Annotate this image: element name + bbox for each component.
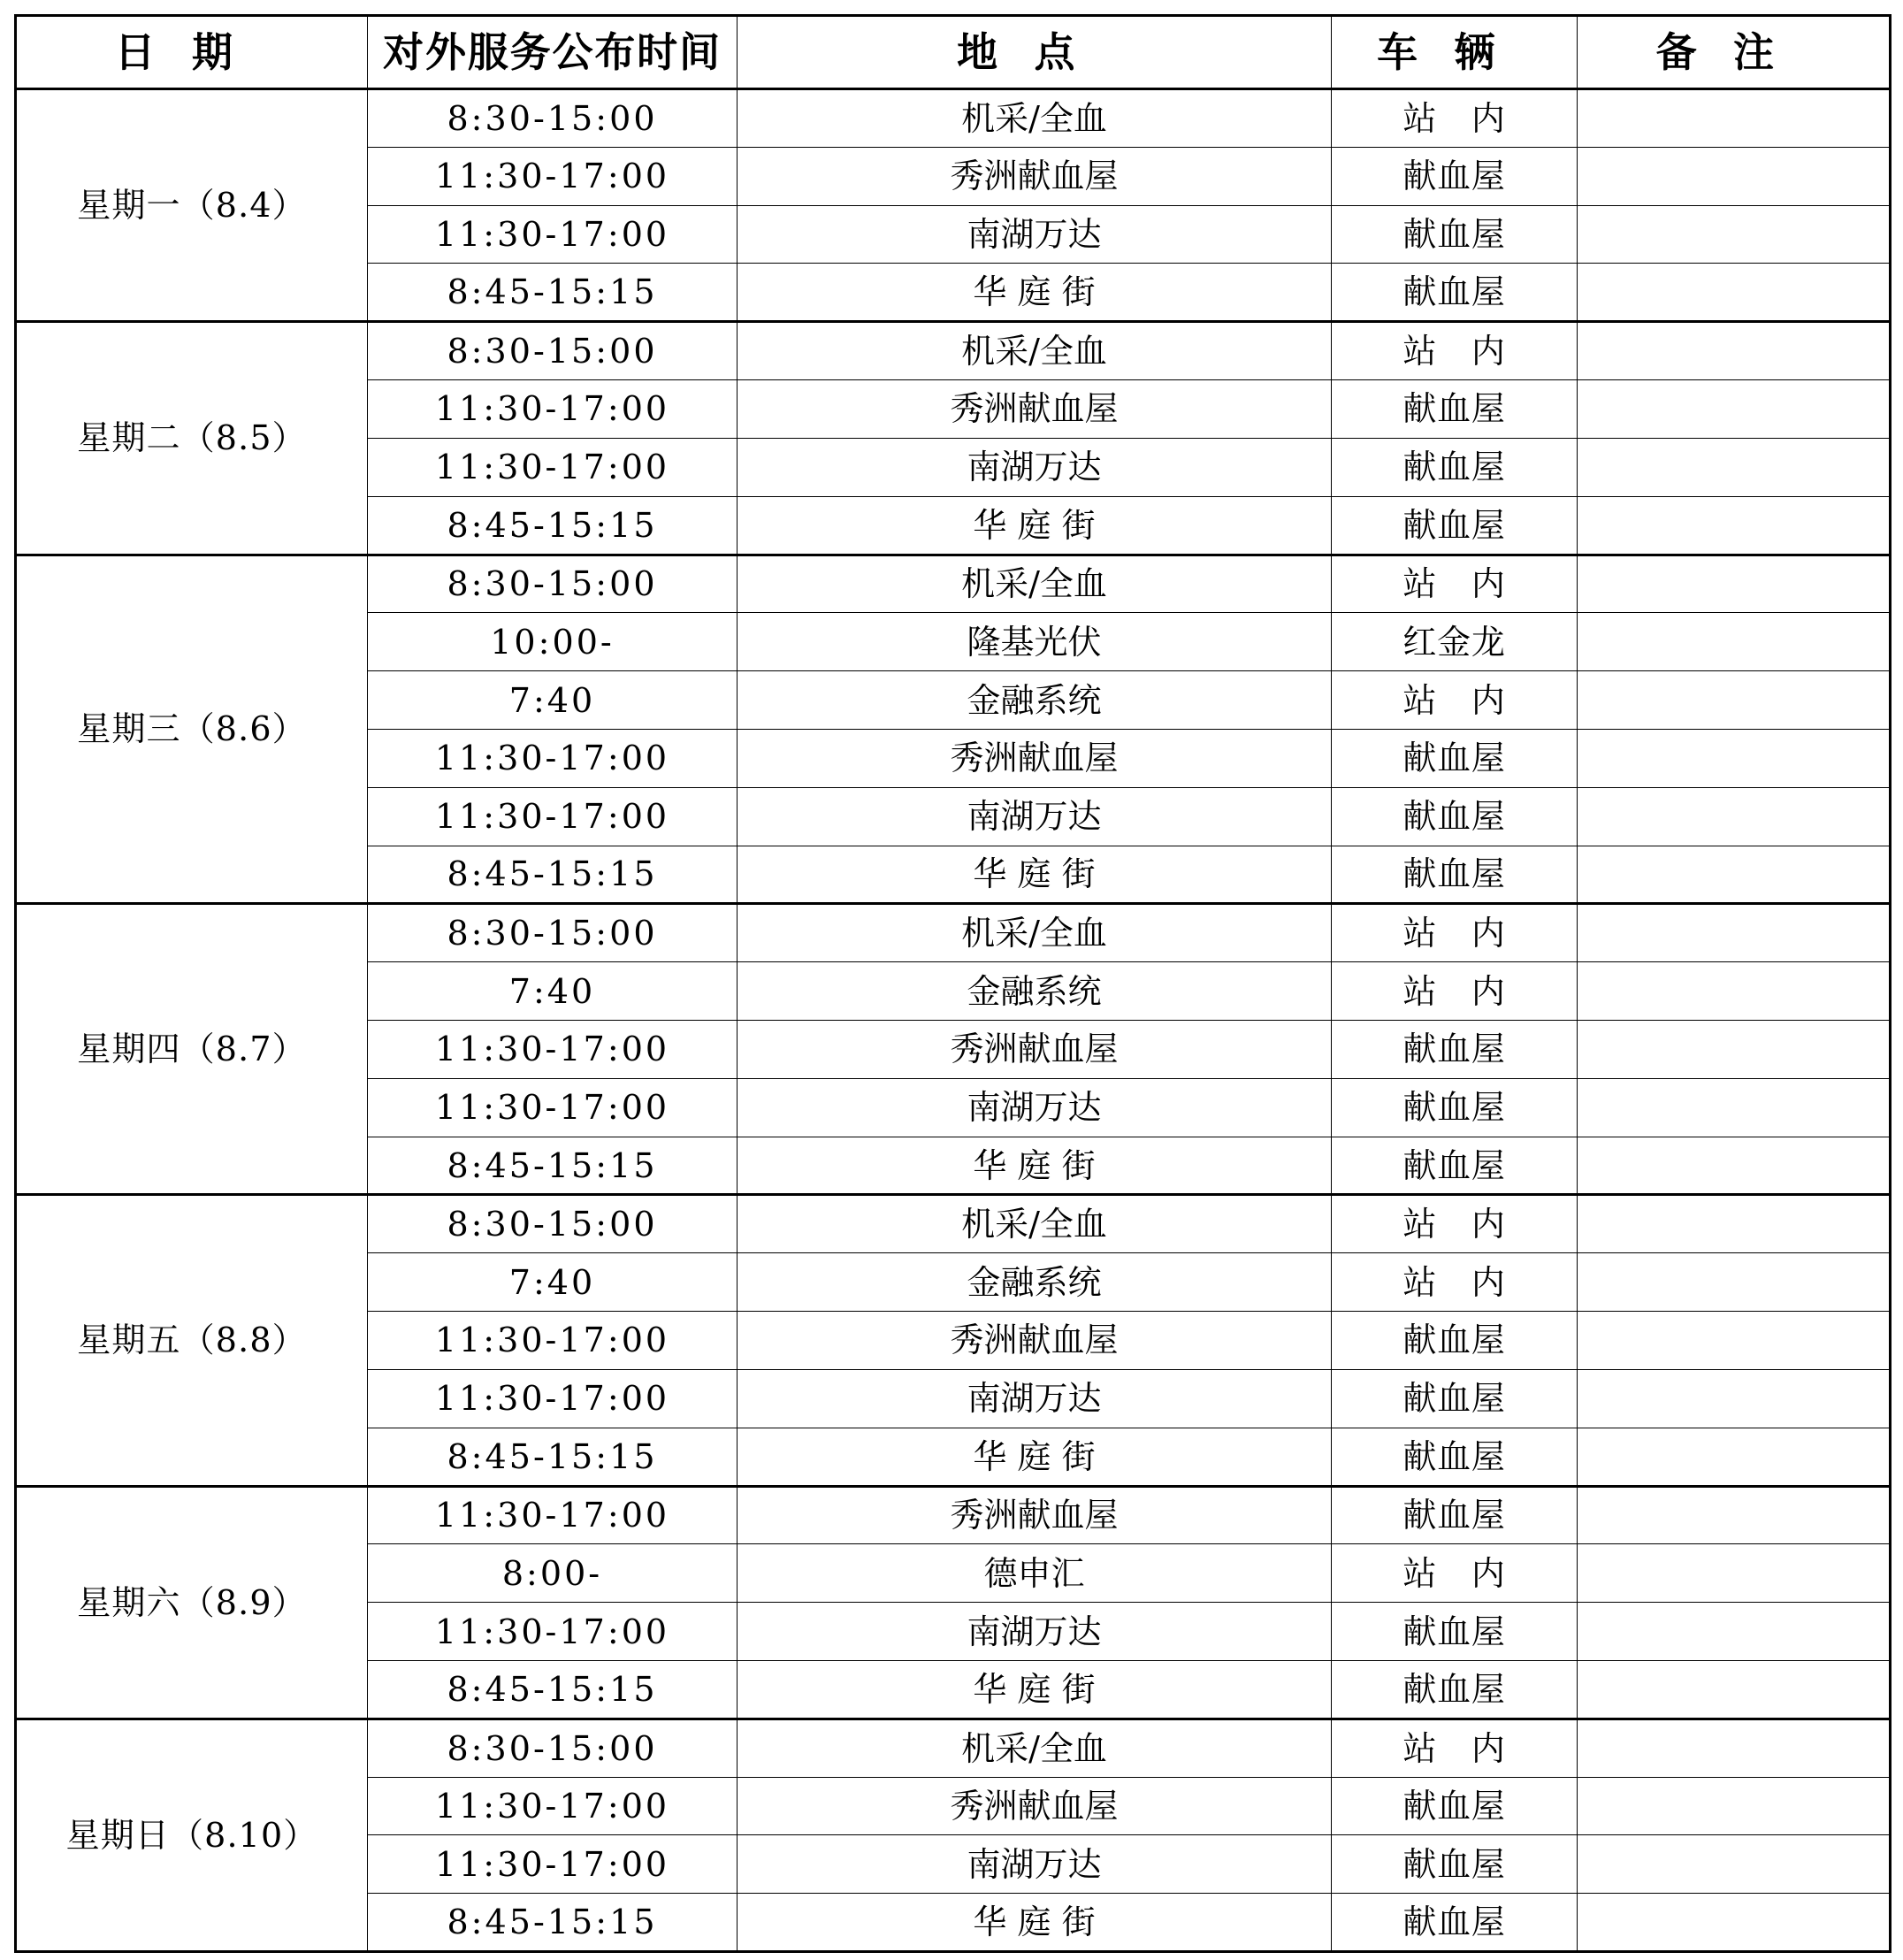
time-cell: 8:45-15:15 xyxy=(368,1137,738,1195)
time-cell: 11:30-17:00 xyxy=(368,787,738,846)
vehicle-cell: 红金龙 xyxy=(1332,613,1578,671)
location-cell: 机采/全血 xyxy=(738,322,1332,380)
note-cell xyxy=(1578,147,1891,205)
note-cell xyxy=(1578,1312,1891,1370)
vehicle-cell: 站 内 xyxy=(1332,1195,1578,1253)
vehicle-cell: 献血屋 xyxy=(1332,846,1578,904)
time-cell: 8:45-15:15 xyxy=(368,1428,738,1486)
location-cell: 华 庭 街 xyxy=(738,1660,1332,1719)
location-cell: 秀洲献血屋 xyxy=(738,380,1332,439)
time-cell: 11:30-17:00 xyxy=(368,205,738,264)
time-cell: 8:45-15:15 xyxy=(368,1894,738,1952)
vehicle-cell: 献血屋 xyxy=(1332,1312,1578,1370)
time-cell: 8:30-15:00 xyxy=(368,1195,738,1253)
time-cell: 11:30-17:00 xyxy=(368,1021,738,1079)
note-cell xyxy=(1578,1544,1891,1603)
day-label-cell: 星期四（8.7） xyxy=(16,904,368,1195)
vehicle-cell: 献血屋 xyxy=(1332,1777,1578,1835)
location-cell: 南湖万达 xyxy=(738,205,1332,264)
time-cell: 8:30-15:00 xyxy=(368,89,738,148)
location-cell: 秀洲献血屋 xyxy=(738,1312,1332,1370)
note-cell xyxy=(1578,671,1891,730)
note-cell xyxy=(1578,438,1891,496)
table-row xyxy=(16,89,1891,148)
note-cell xyxy=(1578,496,1891,555)
note-cell xyxy=(1578,1603,1891,1661)
note-column-header: 备注 xyxy=(1578,16,1891,89)
time-cell: 8:45-15:15 xyxy=(368,496,738,555)
time-cell: 11:30-17:00 xyxy=(368,1486,738,1544)
location-cell: 秀洲献血屋 xyxy=(738,729,1332,787)
location-cell: 机采/全血 xyxy=(738,89,1332,148)
time-cell: 8:00- xyxy=(368,1544,738,1603)
vehicle-cell: 站 内 xyxy=(1332,1253,1578,1312)
day-label-cell: 星期六（8.9） xyxy=(16,1486,368,1719)
vehicle-cell: 站 内 xyxy=(1332,1719,1578,1777)
vehicle-cell: 献血屋 xyxy=(1332,1486,1578,1544)
location-cell: 机采/全血 xyxy=(738,1719,1332,1777)
location-cell: 金融系统 xyxy=(738,962,1332,1021)
vehicle-cell: 站 内 xyxy=(1332,89,1578,148)
note-cell xyxy=(1578,1719,1891,1777)
note-cell xyxy=(1578,1195,1891,1253)
table-row xyxy=(16,904,1891,962)
vehicle-column-header: 车辆 xyxy=(1332,16,1578,89)
time-cell: 8:45-15:15 xyxy=(368,264,738,322)
time-cell: 11:30-17:00 xyxy=(368,1312,738,1370)
note-cell xyxy=(1578,1078,1891,1137)
day-label-cell: 星期三（8.6） xyxy=(16,555,368,904)
table-row xyxy=(16,1719,1891,1777)
table-row xyxy=(16,555,1891,613)
vehicle-cell: 献血屋 xyxy=(1332,1078,1578,1137)
vehicle-cell: 站 内 xyxy=(1332,671,1578,730)
table-row xyxy=(16,322,1891,380)
day-label-cell: 星期五（8.8） xyxy=(16,1195,368,1486)
location-cell: 华 庭 街 xyxy=(738,846,1332,904)
date-column-header: 日期 xyxy=(16,16,368,89)
time-cell: 8:30-15:00 xyxy=(368,1719,738,1777)
time-cell: 11:30-17:00 xyxy=(368,1835,738,1894)
location-cell: 金融系统 xyxy=(738,1253,1332,1312)
note-cell xyxy=(1578,264,1891,322)
time-cell: 7:40 xyxy=(368,1253,738,1312)
location-cell: 秀洲献血屋 xyxy=(738,147,1332,205)
note-cell xyxy=(1578,89,1891,148)
location-cell: 隆基光伏 xyxy=(738,613,1332,671)
vehicle-cell: 献血屋 xyxy=(1332,205,1578,264)
table-row xyxy=(16,1195,1891,1253)
location-cell: 华 庭 街 xyxy=(738,496,1332,555)
time-cell: 10:00- xyxy=(368,613,738,671)
note-cell xyxy=(1578,1253,1891,1312)
note-cell xyxy=(1578,846,1891,904)
time-cell: 11:30-17:00 xyxy=(368,1078,738,1137)
note-cell xyxy=(1578,1369,1891,1428)
note-cell xyxy=(1578,555,1891,613)
day-label-cell: 星期一（8.4） xyxy=(16,89,368,322)
vehicle-cell: 献血屋 xyxy=(1332,1369,1578,1428)
vehicle-cell: 站 内 xyxy=(1332,904,1578,962)
note-cell xyxy=(1578,1660,1891,1719)
vehicle-cell: 献血屋 xyxy=(1332,264,1578,322)
location-cell: 机采/全血 xyxy=(738,1195,1332,1253)
note-cell xyxy=(1578,787,1891,846)
location-cell: 华 庭 街 xyxy=(738,1428,1332,1486)
vehicle-cell: 站 内 xyxy=(1332,555,1578,613)
time-cell: 11:30-17:00 xyxy=(368,729,738,787)
time-cell: 8:45-15:15 xyxy=(368,846,738,904)
table-row xyxy=(16,1486,1891,1544)
vehicle-cell: 献血屋 xyxy=(1332,787,1578,846)
location-cell: 机采/全血 xyxy=(738,555,1332,613)
location-cell: 南湖万达 xyxy=(738,1835,1332,1894)
note-cell xyxy=(1578,962,1891,1021)
vehicle-cell: 献血屋 xyxy=(1332,1021,1578,1079)
note-cell xyxy=(1578,1428,1891,1486)
time-column-header: 对外服务公布时间 xyxy=(368,16,738,89)
vehicle-cell: 献血屋 xyxy=(1332,1835,1578,1894)
location-cell: 南湖万达 xyxy=(738,1369,1332,1428)
note-cell xyxy=(1578,1777,1891,1835)
vehicle-cell: 献血屋 xyxy=(1332,1428,1578,1486)
note-cell xyxy=(1578,904,1891,962)
location-cell: 华 庭 街 xyxy=(738,1137,1332,1195)
time-cell: 11:30-17:00 xyxy=(368,1603,738,1661)
time-cell: 8:30-15:00 xyxy=(368,322,738,380)
location-cell: 南湖万达 xyxy=(738,1603,1332,1661)
vehicle-cell: 献血屋 xyxy=(1332,729,1578,787)
vehicle-cell: 站 内 xyxy=(1332,322,1578,380)
location-cell: 秀洲献血屋 xyxy=(738,1021,1332,1079)
note-cell xyxy=(1578,1021,1891,1079)
time-cell: 11:30-17:00 xyxy=(368,1369,738,1428)
time-cell: 11:30-17:00 xyxy=(368,147,738,205)
note-cell xyxy=(1578,1894,1891,1952)
day-label-cell: 星期日（8.10） xyxy=(16,1719,368,1951)
vehicle-cell: 献血屋 xyxy=(1332,147,1578,205)
time-cell: 8:30-15:00 xyxy=(368,904,738,962)
vehicle-cell: 站 内 xyxy=(1332,962,1578,1021)
vehicle-cell: 献血屋 xyxy=(1332,380,1578,439)
note-cell xyxy=(1578,380,1891,439)
note-cell xyxy=(1578,729,1891,787)
table-header xyxy=(16,16,1891,89)
time-cell: 7:40 xyxy=(368,671,738,730)
location-cell: 华 庭 街 xyxy=(738,264,1332,322)
location-cell: 南湖万达 xyxy=(738,438,1332,496)
note-cell xyxy=(1578,1137,1891,1195)
location-cell: 秀洲献血屋 xyxy=(738,1777,1332,1835)
location-cell: 机采/全血 xyxy=(738,904,1332,962)
vehicle-cell: 献血屋 xyxy=(1332,1660,1578,1719)
vehicle-cell: 站 内 xyxy=(1332,1544,1578,1603)
time-cell: 11:30-17:00 xyxy=(368,1777,738,1835)
note-cell xyxy=(1578,1835,1891,1894)
location-cell: 金融系统 xyxy=(738,671,1332,730)
schedule-table xyxy=(14,14,1892,1953)
vehicle-cell: 献血屋 xyxy=(1332,1603,1578,1661)
table-body xyxy=(16,89,1891,1952)
location-cell: 南湖万达 xyxy=(738,1078,1332,1137)
time-cell: 8:30-15:00 xyxy=(368,555,738,613)
location-cell: 德申汇 xyxy=(738,1544,1332,1603)
location-cell: 南湖万达 xyxy=(738,787,1332,846)
time-cell: 7:40 xyxy=(368,962,738,1021)
location-column-header: 地点 xyxy=(738,16,1332,89)
time-cell: 11:30-17:00 xyxy=(368,380,738,439)
time-cell: 8:45-15:15 xyxy=(368,1660,738,1719)
location-cell: 秀洲献血屋 xyxy=(738,1486,1332,1544)
note-cell xyxy=(1578,1486,1891,1544)
day-label-cell: 星期二（8.5） xyxy=(16,322,368,555)
note-cell xyxy=(1578,205,1891,264)
header-row xyxy=(16,16,1891,89)
note-cell xyxy=(1578,322,1891,380)
time-cell: 11:30-17:00 xyxy=(368,438,738,496)
location-cell: 华 庭 街 xyxy=(738,1894,1332,1952)
vehicle-cell: 献血屋 xyxy=(1332,438,1578,496)
vehicle-cell: 献血屋 xyxy=(1332,1894,1578,1952)
note-cell xyxy=(1578,613,1891,671)
vehicle-cell: 献血屋 xyxy=(1332,496,1578,555)
vehicle-cell: 献血屋 xyxy=(1332,1137,1578,1195)
